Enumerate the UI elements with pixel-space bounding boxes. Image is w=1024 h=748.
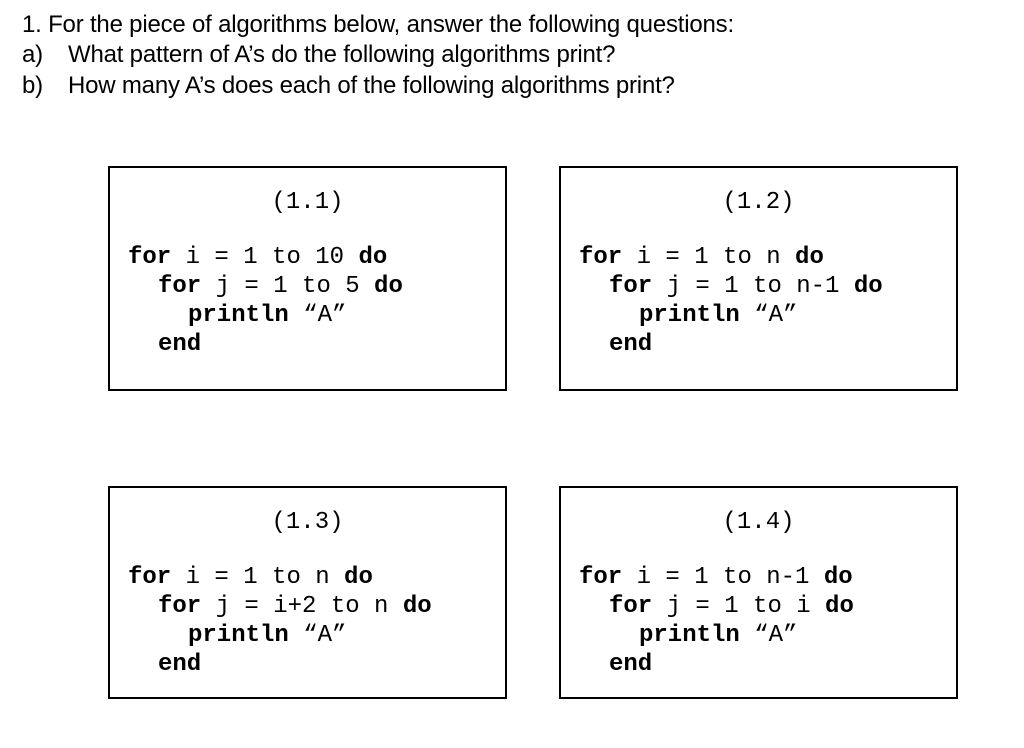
code-keyword: do — [358, 244, 388, 271]
algorithm-box-1-2 — [559, 166, 958, 391]
code-line — [579, 301, 883, 330]
code-line — [128, 563, 432, 592]
algorithm-title: (1.4) — [722, 509, 795, 536]
code-line — [579, 592, 854, 621]
part-label: b) — [22, 72, 43, 99]
code-keyword: do — [344, 564, 373, 591]
code-line — [579, 243, 883, 272]
question-part-a — [22, 40, 615, 70]
code-keyword: for — [128, 244, 172, 271]
code-keyword: do — [795, 244, 824, 271]
part-label: a) — [22, 41, 43, 68]
code-keyword: end — [609, 651, 653, 678]
code-keyword: do — [374, 273, 403, 300]
algorithm-code — [579, 243, 883, 359]
code-line — [579, 650, 854, 679]
code-text: j = 1 to i — [652, 593, 826, 620]
code-keyword: end — [158, 651, 202, 678]
code-keyword: for — [579, 244, 623, 271]
algorithm-box-1-4 — [559, 486, 958, 699]
code-keyword: for — [158, 273, 202, 300]
code-line — [579, 563, 854, 592]
code-text: “A” — [739, 622, 798, 649]
code-line — [579, 330, 883, 359]
question-part-b — [22, 71, 675, 101]
code-line — [579, 621, 854, 650]
part-text: How many A’s does each of the following algorithms print? — [68, 72, 675, 99]
code-text: “A” — [288, 622, 347, 649]
code-text: i = 1 to n — [171, 564, 345, 591]
code-keyword: do — [823, 564, 853, 591]
part-text: What pattern of A’s do the following algorithms print? — [68, 41, 616, 68]
code-line — [579, 272, 883, 301]
code-text: i = 1 to n — [622, 244, 796, 271]
code-keyword: do — [402, 593, 432, 620]
code-keyword: for — [128, 564, 172, 591]
code-line — [128, 650, 432, 679]
code-keyword: println — [188, 622, 289, 649]
code-keyword: do — [853, 273, 883, 300]
code-line — [128, 621, 432, 650]
algorithm-title: (1.1) — [271, 189, 344, 216]
algorithm-box-1-3 — [108, 486, 507, 699]
code-text: “A” — [288, 302, 347, 329]
code-line — [128, 243, 403, 272]
code-keyword: println — [639, 622, 740, 649]
code-keyword: do — [825, 593, 854, 620]
code-keyword: for — [609, 273, 653, 300]
code-line — [128, 592, 432, 621]
algorithm-title: (1.2) — [722, 189, 795, 216]
algorithm-box-1-1 — [108, 166, 507, 391]
code-keyword: println — [188, 302, 289, 329]
code-keyword: end — [609, 331, 653, 358]
code-text: j = 1 to 5 — [201, 273, 375, 300]
code-line — [128, 330, 403, 359]
question-heading: 1. For the piece of algorithms below, answer the following questions: — [22, 11, 734, 38]
code-line — [128, 301, 403, 330]
code-keyword: for — [609, 593, 653, 620]
code-line — [128, 272, 403, 301]
code-text: “A” — [739, 302, 798, 329]
code-text: j = i+2 to n — [201, 593, 403, 620]
algorithm-code — [579, 563, 854, 679]
code-keyword: for — [579, 564, 623, 591]
algorithm-code — [128, 243, 403, 359]
code-text: i = 1 to n-1 — [622, 564, 824, 591]
code-keyword: println — [639, 302, 740, 329]
code-keyword: for — [158, 593, 202, 620]
algorithm-code — [128, 563, 432, 679]
algorithm-title: (1.3) — [271, 509, 344, 536]
code-keyword: end — [158, 331, 202, 358]
code-text: j = 1 to n-1 — [652, 273, 854, 300]
code-text: i = 1 to 10 — [171, 244, 359, 271]
